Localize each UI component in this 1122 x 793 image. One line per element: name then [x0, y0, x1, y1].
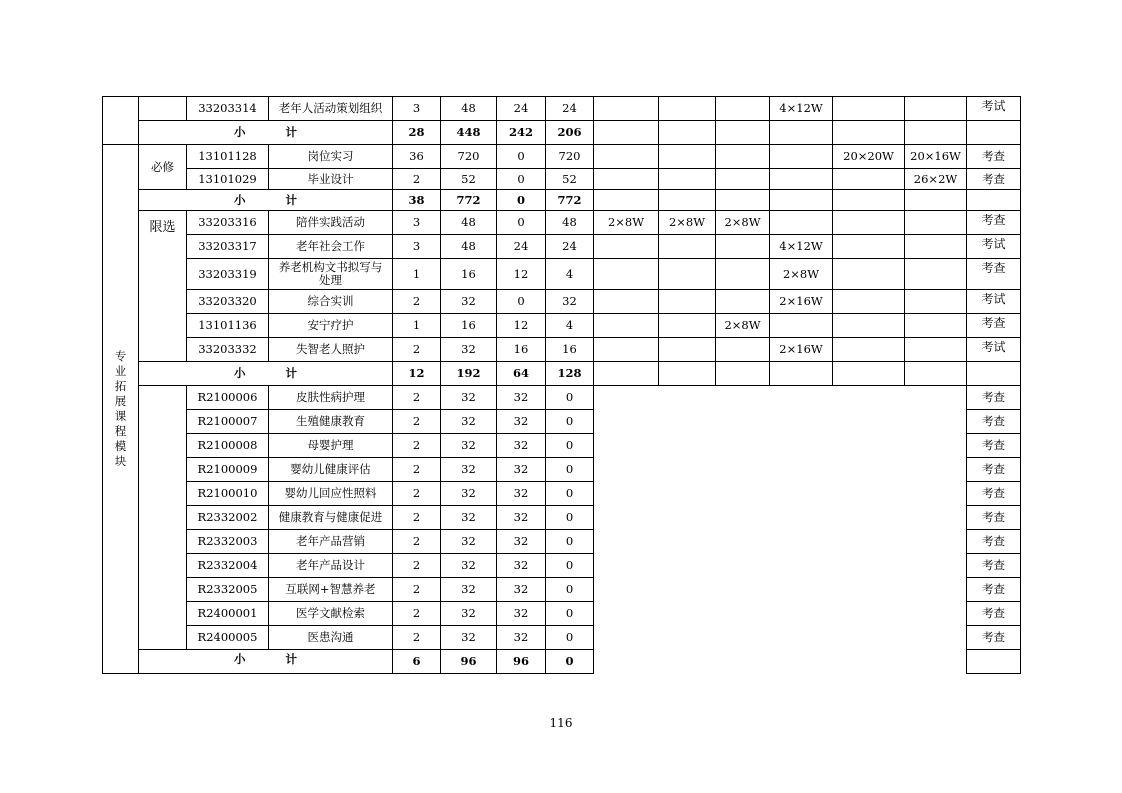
course-code: 33203320 [187, 290, 269, 314]
course-name: 毕业设计 [269, 169, 393, 190]
course-theory-hours: 32 [497, 626, 546, 650]
course-credits: 2 [393, 482, 441, 506]
subtotal-row [103, 190, 1021, 211]
group-label-required: 必修 [139, 145, 187, 190]
course-name: 老年社会工作 [269, 235, 393, 259]
subtotal-theory: 64 [497, 362, 546, 386]
course-credits: 1 [393, 259, 441, 290]
course-theory-hours: 32 [497, 506, 546, 530]
course-practice-hours: 0 [546, 482, 594, 506]
semester-2: 2×8W [659, 211, 716, 235]
course-practice-hours: 24 [546, 97, 594, 121]
course-theory-hours: 24 [497, 235, 546, 259]
exam-type: 考查 [967, 506, 1021, 530]
course-total-hours: 32 [441, 578, 497, 602]
table-row [103, 97, 1021, 121]
exam-type: 考试 [967, 338, 1021, 362]
course-code: R2332002 [187, 506, 269, 530]
exam-type: 考查 [967, 434, 1021, 458]
course-practice-hours: 48 [546, 211, 594, 235]
exam-type: 考查 [967, 626, 1021, 650]
course-theory-hours: 32 [497, 386, 546, 410]
course-practice-hours: 0 [546, 578, 594, 602]
semester-6: 26×2W [905, 169, 967, 190]
subtotal-credits: 38 [393, 190, 441, 211]
course-name: 失智老人照护 [269, 338, 393, 362]
table-row [103, 314, 1021, 338]
course-total-hours: 32 [441, 338, 497, 362]
exam-type: 考查 [967, 458, 1021, 482]
course-credits: 2 [393, 434, 441, 458]
course-credits: 2 [393, 554, 441, 578]
course-theory-hours: 32 [497, 602, 546, 626]
course-credits: 2 [393, 506, 441, 530]
course-code: R2332003 [187, 530, 269, 554]
subtotal-practice: 206 [546, 121, 594, 145]
course-name: 陪伴实践活动 [269, 211, 393, 235]
module-cell-empty [103, 97, 139, 145]
course-name: 养老机构文书拟写与处理 [269, 259, 393, 290]
subtotal-label: 小 计 [139, 190, 393, 211]
exam-type: 考试 [967, 97, 1021, 121]
exam-type: 考查 [967, 386, 1021, 410]
course-total-hours: 32 [441, 506, 497, 530]
course-theory-hours: 16 [497, 338, 546, 362]
course-code: R2100009 [187, 458, 269, 482]
course-theory-hours: 0 [497, 211, 546, 235]
table-row [103, 145, 1021, 169]
exam-type: 考查 [967, 314, 1021, 338]
course-code: R2332005 [187, 578, 269, 602]
course-practice-hours: 4 [546, 314, 594, 338]
course-name: 老年产品设计 [269, 554, 393, 578]
exam-type: 考查 [967, 530, 1021, 554]
course-theory-hours: 32 [497, 458, 546, 482]
course-code: 33203319 [187, 259, 269, 290]
exam-type: 考查 [967, 554, 1021, 578]
exam-type: 考查 [967, 482, 1021, 506]
course-name: 生殖健康教育 [269, 410, 393, 434]
course-credits: 36 [393, 145, 441, 169]
course-name: 皮肤性病护理 [269, 386, 393, 410]
subtotal-theory: 0 [497, 190, 546, 211]
semester-6: 20×16W [905, 145, 967, 169]
course-practice-hours: 0 [546, 410, 594, 434]
subtotal-row [103, 121, 1021, 145]
course-name: 老年产品营销 [269, 530, 393, 554]
course-name: 婴幼儿回应性照料 [269, 482, 393, 506]
semester-blank-area [594, 386, 967, 674]
course-code: R2100007 [187, 410, 269, 434]
subtotal-practice: 772 [546, 190, 594, 211]
table-row [103, 386, 1021, 410]
course-practice-hours: 0 [546, 530, 594, 554]
course-total-hours: 48 [441, 211, 497, 235]
course-theory-hours: 32 [497, 578, 546, 602]
course-code: 13101128 [187, 145, 269, 169]
subtotal-total: 448 [441, 121, 497, 145]
course-theory-hours: 0 [497, 290, 546, 314]
subtotal-practice: 0 [546, 650, 594, 674]
course-credits: 2 [393, 410, 441, 434]
course-total-hours: 32 [441, 386, 497, 410]
curriculum-table [102, 96, 1021, 674]
exam-type: 考查 [967, 602, 1021, 626]
subtotal-total: 96 [441, 650, 497, 674]
subtotal-theory: 242 [497, 121, 546, 145]
table-row [103, 290, 1021, 314]
course-code: 33203317 [187, 235, 269, 259]
subtotal-label: 小 计 [139, 650, 393, 674]
course-total-hours: 32 [441, 554, 497, 578]
table-row [103, 169, 1021, 190]
subtotal-label: 小 计 [139, 362, 393, 386]
subtotal-label: 小 计 [139, 121, 393, 145]
course-practice-hours: 24 [546, 235, 594, 259]
course-total-hours: 52 [441, 169, 497, 190]
semester-4: 4×12W [770, 97, 833, 121]
course-credits: 2 [393, 338, 441, 362]
course-credits: 2 [393, 530, 441, 554]
course-total-hours: 32 [441, 290, 497, 314]
course-total-hours: 32 [441, 458, 497, 482]
course-code: R2100010 [187, 482, 269, 506]
course-code: 33203332 [187, 338, 269, 362]
course-theory-hours: 32 [497, 410, 546, 434]
course-total-hours: 32 [441, 530, 497, 554]
semester-5: 20×20W [833, 145, 905, 169]
course-credits: 2 [393, 626, 441, 650]
course-total-hours: 32 [441, 626, 497, 650]
course-theory-hours: 32 [497, 554, 546, 578]
course-name: 婴幼儿健康评估 [269, 458, 393, 482]
group-label-limited: 限选 [139, 211, 187, 362]
semester-4: 4×12W [770, 235, 833, 259]
course-credits: 2 [393, 602, 441, 626]
course-name: 岗位实习 [269, 145, 393, 169]
course-total-hours: 32 [441, 410, 497, 434]
course-theory-hours: 12 [497, 314, 546, 338]
course-total-hours: 16 [441, 314, 497, 338]
course-theory-hours: 24 [497, 97, 546, 121]
semester-4: 2×8W [770, 259, 833, 290]
subtotal-credits: 6 [393, 650, 441, 674]
course-theory-hours: 32 [497, 530, 546, 554]
course-theory-hours: 32 [497, 482, 546, 506]
course-code: 33203314 [187, 97, 269, 121]
course-code: R2400005 [187, 626, 269, 650]
course-practice-hours: 0 [546, 626, 594, 650]
course-total-hours: 720 [441, 145, 497, 169]
course-practice-hours: 0 [546, 386, 594, 410]
exam-type: 考查 [967, 578, 1021, 602]
course-name: 医患沟通 [269, 626, 393, 650]
course-total-hours: 32 [441, 434, 497, 458]
semester-3: 2×8W [716, 314, 770, 338]
course-name: 互联网+智慧养老 [269, 578, 393, 602]
table-row [103, 211, 1021, 235]
table-row [103, 259, 1021, 290]
course-credits: 2 [393, 290, 441, 314]
page-number: 116 [549, 716, 573, 730]
course-practice-hours: 0 [546, 554, 594, 578]
semester-4: 2×16W [770, 338, 833, 362]
subtotal-practice: 128 [546, 362, 594, 386]
course-name: 安宁疗护 [269, 314, 393, 338]
course-practice-hours: 4 [546, 259, 594, 290]
exam-type: 考查 [967, 169, 1021, 190]
course-credits: 3 [393, 211, 441, 235]
exam-type: 考查 [967, 259, 1021, 290]
course-practice-hours: 720 [546, 145, 594, 169]
course-code: R2400001 [187, 602, 269, 626]
subtotal-credits: 28 [393, 121, 441, 145]
course-credits: 3 [393, 235, 441, 259]
course-credits: 2 [393, 386, 441, 410]
course-code: R2100008 [187, 434, 269, 458]
course-code: R2100006 [187, 386, 269, 410]
subtotal-theory: 96 [497, 650, 546, 674]
course-practice-hours: 0 [546, 458, 594, 482]
course-practice-hours: 32 [546, 290, 594, 314]
exam-type: 考试 [967, 235, 1021, 259]
course-code: R2332004 [187, 554, 269, 578]
course-theory-hours: 0 [497, 169, 546, 190]
subtotal-total: 192 [441, 362, 497, 386]
exam-type: 考查 [967, 211, 1021, 235]
course-practice-hours: 16 [546, 338, 594, 362]
course-total-hours: 32 [441, 482, 497, 506]
subtotal-total: 772 [441, 190, 497, 211]
group-label-empty [139, 386, 187, 650]
course-credits: 2 [393, 578, 441, 602]
exam-type: 考查 [967, 410, 1021, 434]
course-name: 医学文献检索 [269, 602, 393, 626]
course-total-hours: 16 [441, 259, 497, 290]
course-credits: 2 [393, 169, 441, 190]
course-name: 健康教育与健康促进 [269, 506, 393, 530]
course-theory-hours: 0 [497, 145, 546, 169]
course-theory-hours: 32 [497, 434, 546, 458]
course-total-hours: 48 [441, 235, 497, 259]
semester-3: 2×8W [716, 211, 770, 235]
course-credits: 3 [393, 97, 441, 121]
course-theory-hours: 12 [497, 259, 546, 290]
course-name: 老年人活动策划组织 [269, 97, 393, 121]
course-credits: 1 [393, 314, 441, 338]
semester-4: 2×16W [770, 290, 833, 314]
course-practice-hours: 0 [546, 602, 594, 626]
course-total-hours: 32 [441, 602, 497, 626]
course-practice-hours: 0 [546, 434, 594, 458]
exam-type: 考试 [967, 290, 1021, 314]
course-total-hours: 48 [441, 97, 497, 121]
semester-1: 2×8W [594, 211, 659, 235]
course-code: 13101029 [187, 169, 269, 190]
course-code: 33203316 [187, 211, 269, 235]
module-label: 专业拓展课程模块 [103, 145, 139, 674]
subtotal-credits: 12 [393, 362, 441, 386]
course-practice-hours: 0 [546, 506, 594, 530]
course-credits: 2 [393, 458, 441, 482]
course-practice-hours: 52 [546, 169, 594, 190]
exam-type: 考查 [967, 145, 1021, 169]
course-name: 综合实训 [269, 290, 393, 314]
course-code: 13101136 [187, 314, 269, 338]
course-name: 母婴护理 [269, 434, 393, 458]
subtotal-row [103, 362, 1021, 386]
table-row [103, 338, 1021, 362]
table-row [103, 235, 1021, 259]
